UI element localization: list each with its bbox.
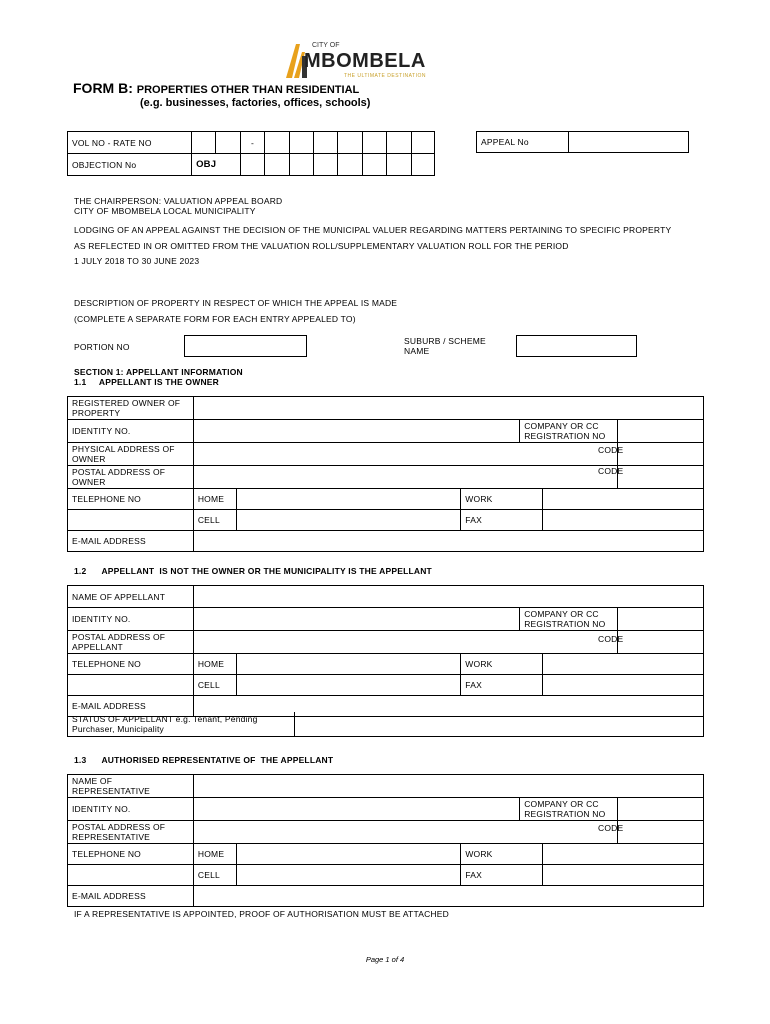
vol-label: VOL NO - RATE NO [68, 132, 192, 154]
addressee-line2: CITY OF MBOMBELA LOCAL MUNICIPALITY [74, 206, 256, 216]
rep-work-label: WORK [461, 844, 543, 865]
section13-heading: 1.3 AUTHORISED REPRESENTATIVE OF THE APPELLANT [74, 755, 334, 765]
appellant-status-table [67, 712, 704, 737]
form-subheading: (e.g. businesses, factories, offices, schools) [140, 97, 371, 109]
postal-code[interactable] [618, 466, 704, 489]
telephone-label: TELEPHONE NO [68, 489, 194, 510]
appellant-work-input[interactable] [543, 654, 704, 675]
identity-label: IDENTITY NO. [68, 420, 194, 443]
rep-name-input[interactable] [193, 775, 703, 798]
intro-line1: LODGING OF AN APPEAL AGAINST THE DECISION OF THE MUNICIPAL VALUER REGARDING MATTERS PERTAINING TO SPECIFIC PROPERTY [74, 225, 672, 235]
telephone-blank [68, 510, 194, 531]
portion-input[interactable] [184, 335, 307, 357]
appellant-cell-input[interactable] [236, 675, 460, 696]
vol-cell[interactable] [387, 132, 411, 154]
fax-label: FAX [461, 510, 543, 531]
appellant-status-label: STATUS OF APPELLANT e.g. Tenant, Pending Purchaser, Municipality [68, 712, 295, 736]
work-input[interactable] [543, 489, 704, 510]
rep-identity-label: IDENTITY NO. [68, 798, 194, 821]
obj-cell[interactable] [240, 154, 264, 176]
form-title [73, 80, 359, 96]
rep-email-input[interactable] [193, 886, 703, 907]
rep-telephone-blank [68, 865, 194, 886]
vol-cell[interactable] [265, 132, 289, 154]
vol-cell[interactable] [411, 132, 434, 154]
obj-cell[interactable] [411, 154, 434, 176]
form-label: FORM B: [73, 80, 133, 96]
cell-label: CELL [193, 510, 236, 531]
obj-cell[interactable] [338, 154, 362, 176]
fax-input[interactable] [543, 510, 704, 531]
rep-postal-code[interactable] [618, 821, 704, 844]
email-label: E-MAIL ADDRESS [68, 531, 194, 552]
rep-home-input[interactable] [236, 844, 460, 865]
intro-line2: AS REFLECTED IN OR OMITTED FROM THE VALUATION ROLL/SUPPLEMENTARY VALUATION ROLL FOR THE PERIOD [74, 241, 569, 251]
cell-input[interactable] [236, 510, 460, 531]
obj-cell[interactable] [265, 154, 289, 176]
home-label: HOME [193, 489, 236, 510]
appellant-identity-input[interactable] [193, 608, 519, 631]
appellant-email-label: E-MAIL ADDRESS [68, 696, 194, 717]
company-label: COMPANY OR CC REGISTRATION NO [520, 420, 618, 443]
rep-cell-label: CELL [193, 865, 236, 886]
vol-cell[interactable] [192, 132, 216, 154]
rep-work-input[interactable] [543, 844, 704, 865]
appellant-telephone-label: TELEPHONE NO [68, 654, 194, 675]
identity-input[interactable] [193, 420, 519, 443]
rep-identity-input[interactable] [193, 798, 519, 821]
rep-fax-input[interactable] [543, 865, 704, 886]
appellant-telephone-blank [68, 675, 194, 696]
form-heading: PROPERTIES OTHER THAN RESIDENTIAL [136, 84, 360, 96]
portion-label: PORTION NO [74, 342, 130, 352]
appellant-postal-label: POSTAL ADDRESS OF APPELLANT [68, 631, 194, 654]
email-input[interactable] [193, 531, 703, 552]
vol-cell[interactable] [338, 132, 362, 154]
addressee [74, 196, 282, 216]
physical-code[interactable] [618, 443, 704, 466]
appellant-code-label: CODE [598, 634, 624, 644]
vol-cell[interactable] [362, 132, 386, 154]
rep-postal-label: POSTAL ADDRESS OF REPRESENTATIVE [68, 821, 194, 844]
appellant-home-label: HOME [193, 654, 236, 675]
appellant-cell-label: CELL [193, 675, 236, 696]
obj-cell[interactable] [289, 154, 313, 176]
rep-name-label: NAME OF REPRESENTATIVE [68, 775, 194, 798]
rep-company-input[interactable] [618, 798, 704, 821]
rep-fax-label: FAX [461, 865, 543, 886]
logo-name: MBOMBELA [304, 50, 426, 72]
postal-label: POSTAL ADDRESS OF OWNER [68, 466, 194, 489]
physical-input[interactable] [193, 443, 617, 466]
postal-code-label: CODE [598, 466, 624, 476]
appellant-work-label: WORK [461, 654, 543, 675]
appellant-company-input[interactable] [618, 608, 704, 631]
appellant-postal-input[interactable] [193, 631, 617, 654]
page-number: Page 1 of 4 [365, 955, 405, 964]
appellant-postal-code[interactable] [618, 631, 704, 654]
obj-cell[interactable] [314, 154, 338, 176]
appellant-home-input[interactable] [236, 654, 460, 675]
appellant-status-input[interactable] [295, 712, 704, 736]
home-input[interactable] [236, 489, 460, 510]
physical-label: PHYSICAL ADDRESS OF OWNER [68, 443, 194, 466]
logo-tagline: THE ULTIMATE DESTINATION [344, 73, 427, 79]
appeal-grid [476, 131, 689, 153]
postal-input[interactable] [193, 466, 617, 489]
rep-email-label: E-MAIL ADDRESS [68, 886, 194, 907]
rep-postal-input[interactable] [193, 821, 617, 844]
logo-city: CITY OF [312, 42, 340, 49]
company-input[interactable] [618, 420, 704, 443]
addressee-line1: THE CHAIRPERSON: VALUATION APPEAL BOARD [74, 196, 283, 206]
section12-heading: 1.2 APPELLANT IS NOT THE OWNER OR THE MUNICIPALITY IS THE APPELLANT [74, 566, 432, 576]
appellant-name-label: NAME OF APPELLANT [68, 586, 194, 608]
appeal-input[interactable] [569, 132, 689, 153]
registered-owner-label: REGISTERED OWNER OF PROPERTY [68, 397, 194, 420]
representative-table [67, 774, 704, 907]
appellant-fax-input[interactable] [543, 675, 704, 696]
obj-cell[interactable] [362, 154, 386, 176]
appellant-identity-label: IDENTITY NO. [68, 608, 194, 631]
objection-label: OBJECTION No [68, 154, 192, 176]
rep-telephone-label: TELEPHONE NO [68, 844, 194, 865]
appellant-company-label: COMPANY OR CC REGISTRATION NO [520, 608, 618, 631]
vol-cell[interactable] [314, 132, 338, 154]
obj-cell[interactable] [387, 154, 411, 176]
physical-code-label: CODE [598, 445, 624, 455]
vol-dash: - [240, 132, 264, 154]
suburb-input[interactable] [516, 335, 637, 357]
section1-heading: SECTION 1: APPELLANT INFORMATION [74, 367, 243, 377]
rep-cell-input[interactable] [236, 865, 460, 886]
reference-grid [67, 131, 435, 176]
obj-prefix: OBJ [192, 154, 241, 176]
appellant-table [67, 585, 704, 717]
suburb-label: SUBURB / SCHEME NAME [404, 336, 486, 356]
registered-owner-input[interactable] [193, 397, 703, 420]
work-label: WORK [461, 489, 543, 510]
appeal-label: APPEAL No [477, 132, 569, 153]
rep-company-label: COMPANY OR CC REGISTRATION NO [520, 798, 618, 821]
municipality-logo [282, 40, 432, 85]
description-line1: DESCRIPTION OF PROPERTY IN RESPECT OF WHICH THE APPEAL IS MADE [74, 298, 398, 308]
appellant-name-input[interactable] [193, 586, 703, 608]
rep-code-label: CODE [598, 823, 624, 833]
section1-sub: 1.1 APPELLANT IS THE OWNER [74, 377, 220, 387]
rep-home-label: HOME [193, 844, 236, 865]
intro-line3: 1 JULY 2018 TO 30 JUNE 2023 [74, 256, 200, 266]
authorisation-note: IF A REPRESENTATIVE IS APPOINTED, PROOF OF AUTHORISATION MUST BE ATTACHED [74, 909, 449, 919]
description-line2: (COMPLETE A SEPARATE FORM FOR EACH ENTRY APPEALED TO) [74, 314, 356, 324]
vol-cell[interactable] [216, 132, 240, 154]
appellant-fax-label: FAX [461, 675, 543, 696]
vol-cell[interactable] [289, 132, 313, 154]
